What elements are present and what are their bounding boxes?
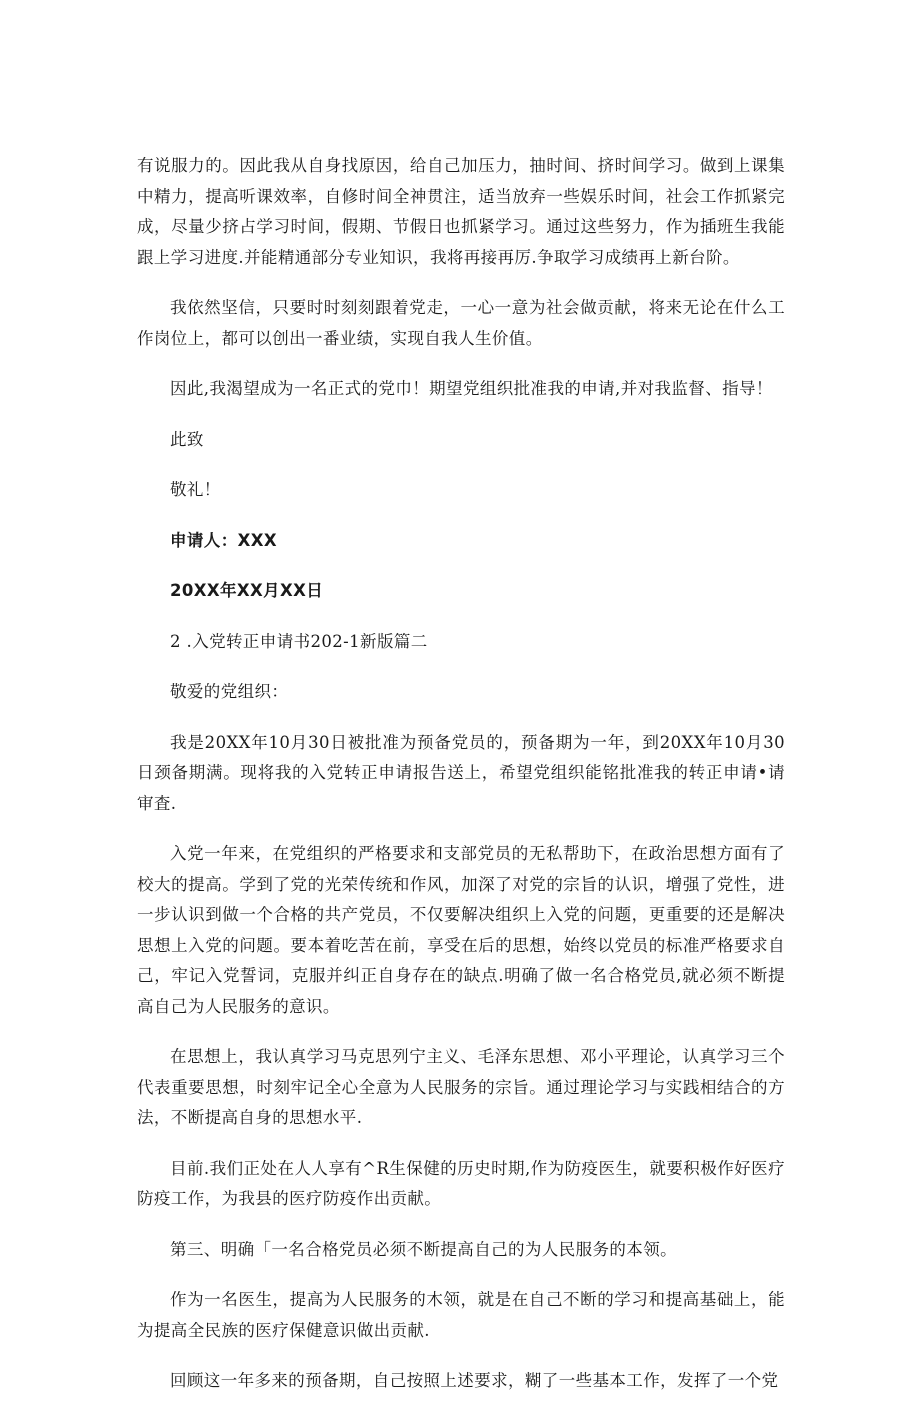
paragraph-third-point: 第三、明确「一名合格党员必须不断提高自己的为人民服务的本领。: [170, 1239, 677, 1259]
section-heading: 2 .入党转正申请书202-1新版篇二: [170, 631, 428, 651]
paragraph-request: 因此,我渴望成为一名正式的党巾！期望党组织批准我的申请,并对我监督、指导！: [170, 379, 773, 398]
paragraph-belief: 我依然坚信，只要时时刻刻跟着党走，一心一意为社会做贡献，将来无论在什么工作岗位上，都可以创出一番业绩，实现自我人生价值。: [137, 298, 785, 348]
greeting-line: 敬爱的党组织：: [170, 682, 289, 701]
paragraph-probation: 我是20XX年10月30日被批准为预备党员的，预备期为一年，到20XX年10月30日颈备期满。现将我的入党转正申请报告送上，希望党组织能铭批准我的转正申请•请审査.: [137, 732, 785, 813]
paragraph-epidemic: 目前.我们正处在人人享有^R生保健的历史时期,作为防疫医生，就要积极作好医疗防疫工作，为我县的医疗防疫作出贡献。: [137, 1158, 785, 1208]
closing-text: 此致: [170, 429, 204, 449]
applicant-line: 申请人：XXX: [170, 530, 277, 550]
paragraph-year-review: 入党一年来，在党组织的严格要求和支部党员的无私帮助下，在政治思想方面有了校大的提高。学到了党的光荣传统和作风，加深了对党的宗旨的认识，增强了党性，进一步认识到做一个合格的共产党员，不仅要解决组织上入党的问题，更重要的还是解决思想上入党的问题。要本着吃苦在前，享受在后的思想，始终以党员的标准严格要求自己，牢记入党誓词，克服并纠正自身存在的缺点.明确了做一名合格党员,就必须不断提高自己为人民服务的意识。: [137, 844, 785, 1016]
date-line: 20XX年XX月XX日: [170, 581, 324, 600]
salute-text: 敬礼！: [170, 480, 221, 499]
paragraph-review-period: 回顾这一年多来的预备期，自己按照上述要求，糊了一些基本工作，发挥了一个党: [170, 1371, 779, 1390]
paragraph-doctor: 作为一名医生，提高为人民服务的木领，就是在自己不断的学习和提高基础上，能为提高全民族的医疗保健意识做出贡献.: [137, 1290, 785, 1340]
document-body: [137, 151, 785, 1417]
paragraph-ideology: 在思想上，我认真学习马克思列宁主义、毛泽东思想、邓小平理论，认真学习三个代表重要思想，时刻牢记全心全意为人民服务的宗旨。通过理论学习与实践相结合的方法，不断提高自身的思想水平.: [137, 1047, 785, 1127]
paragraph-study-effort: 有说服力的。因此我从自身找原因，给自己加压力，抽时间、挤时间学习。做到上课集中精力，提高听课效率，自修时间全神贯注，适当放弃一些娱乐时间，社会工作抓紧完成，尽量少挤占学习时间，假期、节假日也抓紧学习。通过这些努力，作为插班生我能跟上学习进度.并能精通部分专业知识，我将再接再厉.争取学习成绩再上新台阶。: [137, 156, 785, 267]
